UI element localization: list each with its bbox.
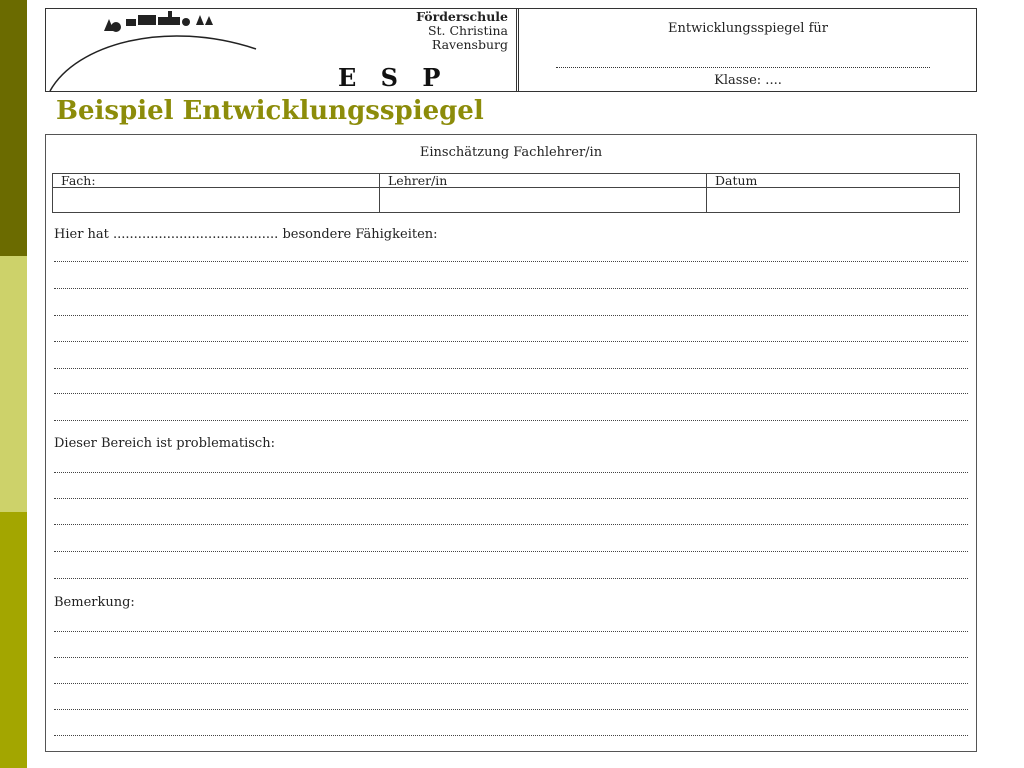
text-line[interactable] (54, 524, 968, 525)
section-bemerkung-label: Bemerkung: (54, 595, 135, 610)
school-line-1: Förderschule (416, 9, 508, 24)
form-title: Einschätzung Fachlehrer/in (419, 145, 603, 160)
text-line[interactable] (54, 735, 968, 736)
school-line-2: St. Christina (427, 23, 508, 38)
text-line[interactable] (54, 472, 968, 473)
text-line[interactable] (54, 578, 968, 579)
name-line[interactable] (556, 67, 930, 68)
header-title: Entwicklungsspiegel für (668, 21, 828, 36)
column-fach: Fach: (53, 174, 380, 188)
text-line[interactable] (54, 657, 968, 658)
fach-field[interactable] (53, 188, 380, 213)
school-name (416, 10, 508, 52)
lehrer-field[interactable] (380, 188, 707, 213)
text-line[interactable] (54, 341, 968, 342)
text-line[interactable] (54, 709, 968, 710)
text-line[interactable] (54, 393, 968, 394)
column-lehrer: Lehrer/in (380, 174, 707, 188)
text-line[interactable] (54, 420, 968, 421)
assessment-form (45, 134, 977, 752)
stripe-top (0, 0, 27, 256)
header-divider (516, 9, 519, 91)
document-header (45, 8, 977, 92)
text-line[interactable] (54, 631, 968, 632)
text-line[interactable] (54, 288, 968, 289)
page-title: Beispiel Entwicklungsspiegel (56, 96, 484, 126)
school-logo-icon (46, 9, 286, 93)
text-line[interactable] (54, 315, 968, 316)
stripe-bottom (0, 512, 27, 768)
stripe-middle (0, 256, 27, 512)
section-faehigkeiten-label: Hier hat ........................................ besondere Fähigkeiten: (54, 227, 438, 242)
text-line[interactable] (54, 498, 968, 499)
info-table (52, 173, 960, 213)
text-line[interactable] (54, 368, 968, 369)
text-line[interactable] (54, 261, 968, 262)
school-line-3: Ravensburg (431, 37, 508, 52)
datum-field[interactable] (707, 188, 960, 213)
esp-label: E S P (338, 63, 449, 92)
klasse-label: Klasse: .... (714, 73, 782, 88)
text-line[interactable] (54, 551, 968, 552)
text-line[interactable] (54, 683, 968, 684)
header-right (520, 9, 976, 91)
column-datum: Datum (707, 174, 960, 188)
section-problematisch-label: Dieser Bereich ist problematisch: (54, 436, 275, 451)
